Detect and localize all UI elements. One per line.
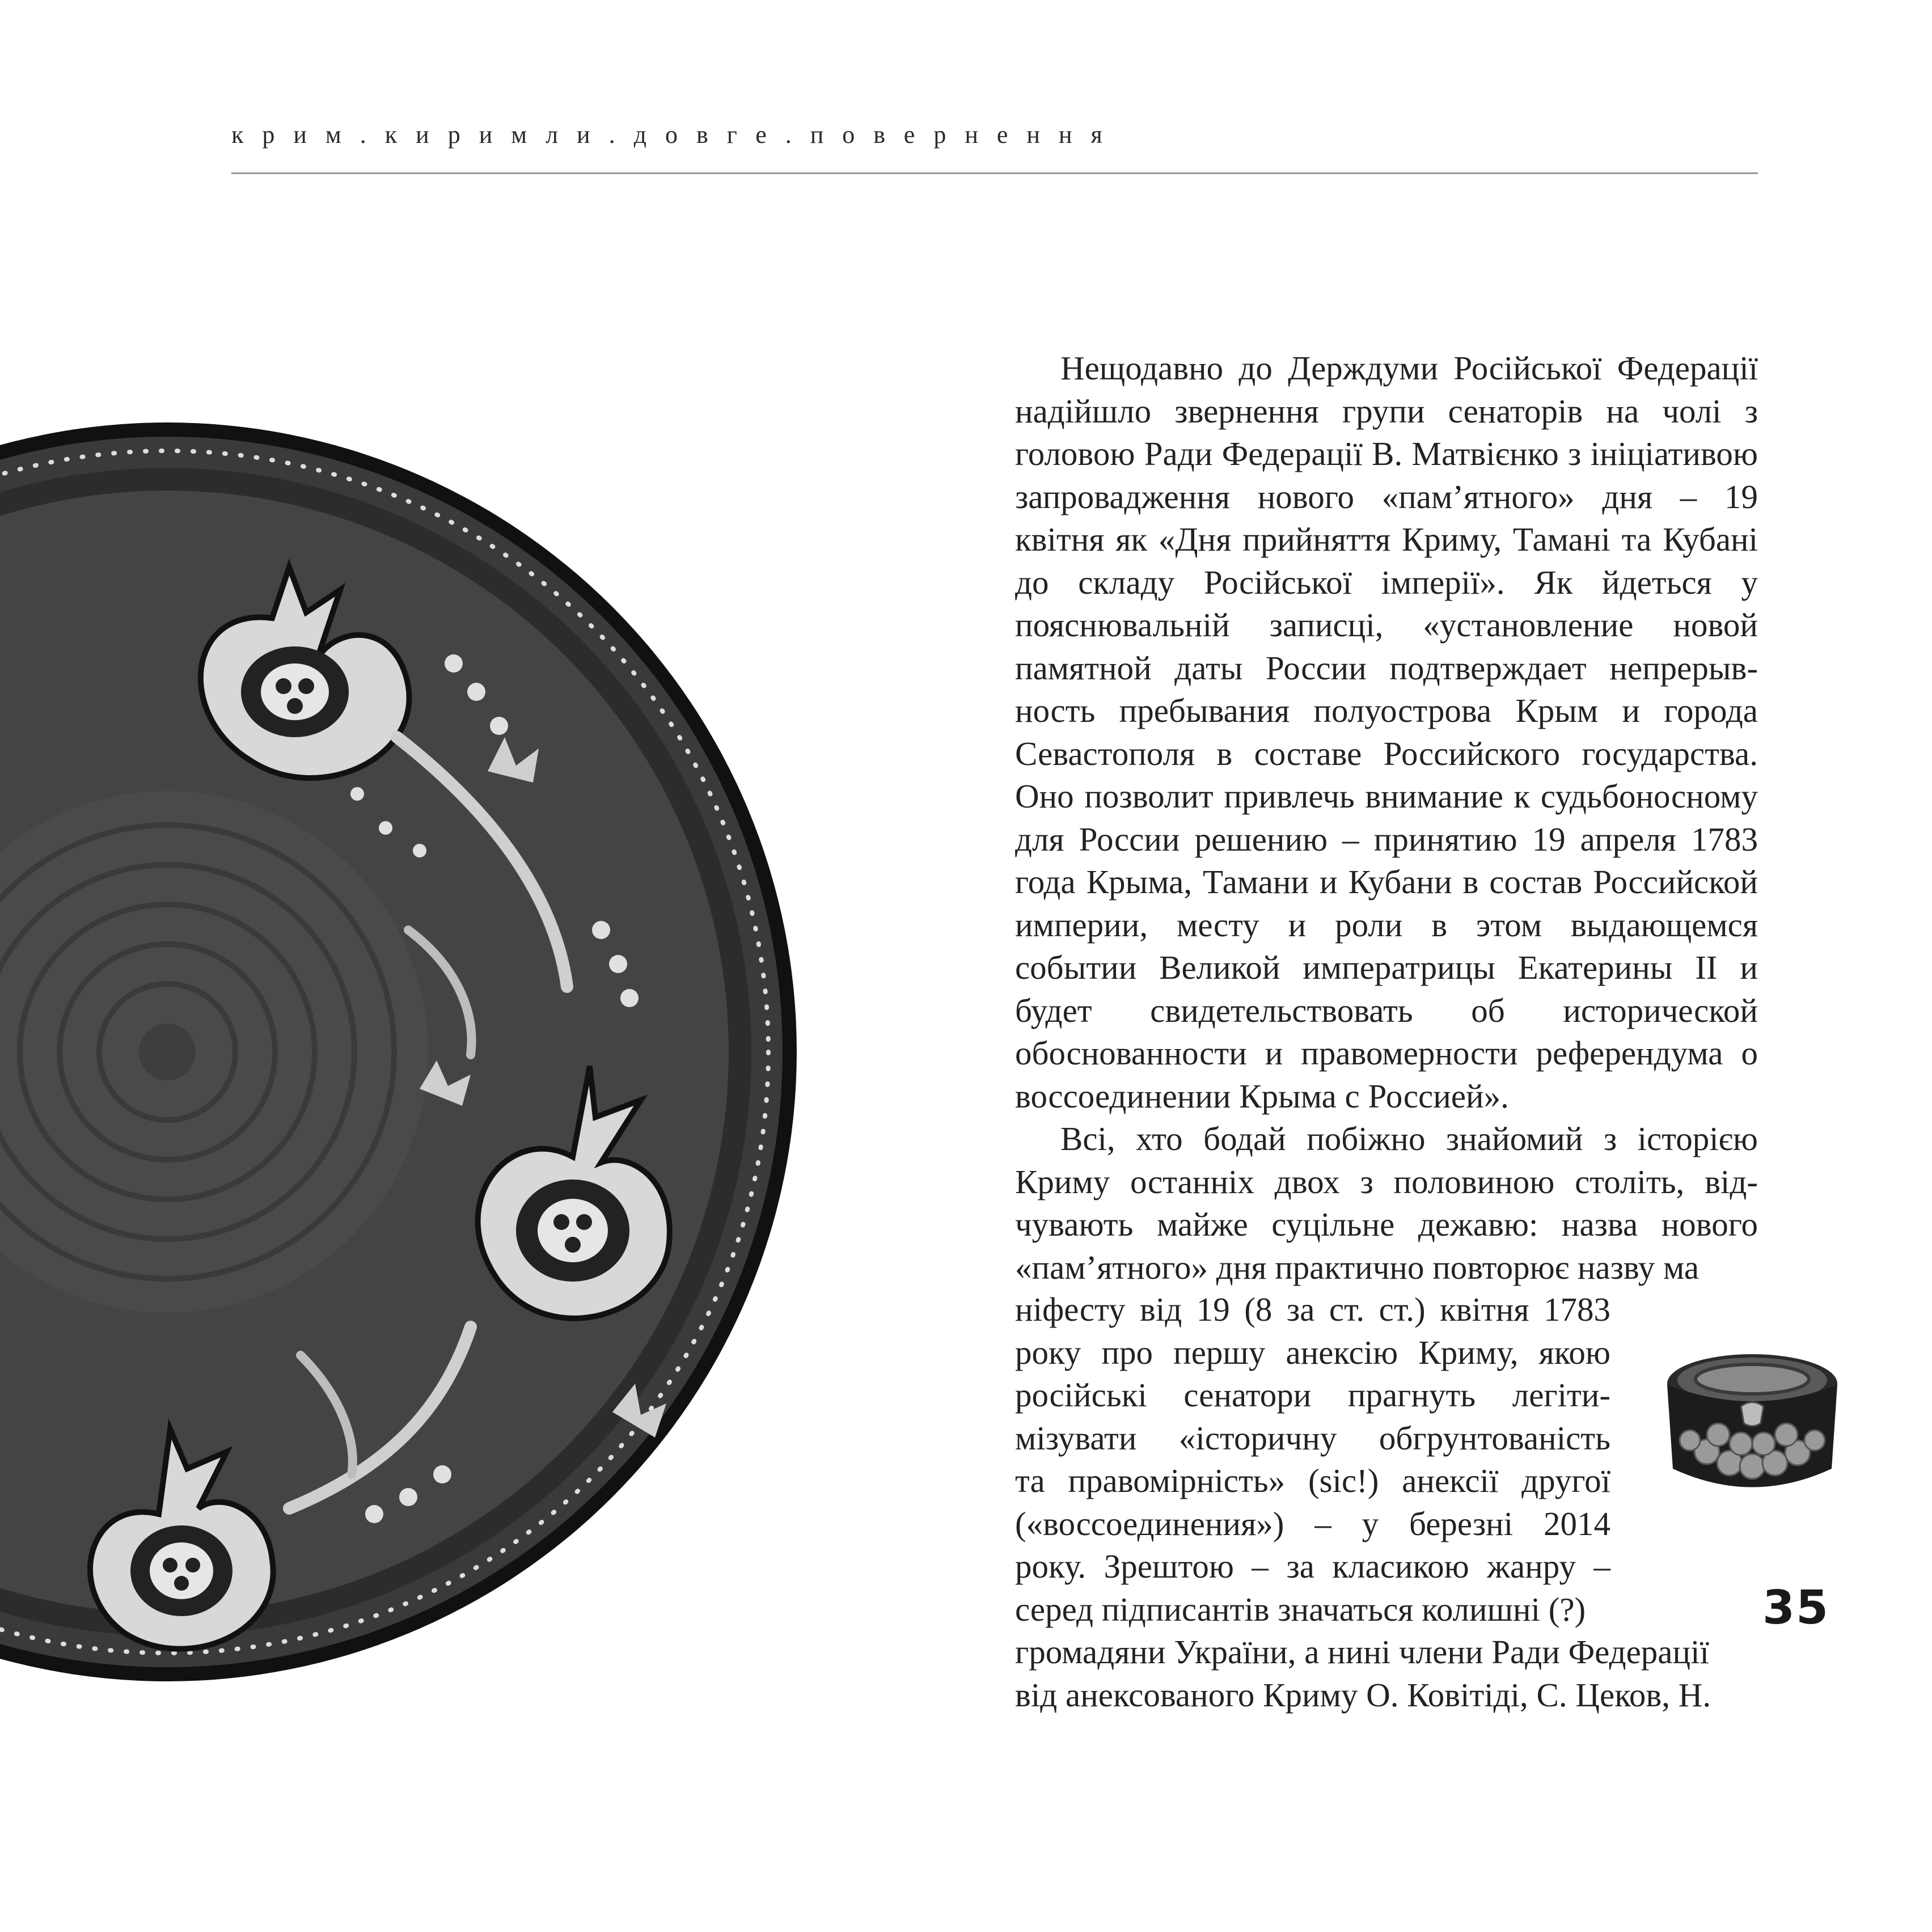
paragraph-1: Нещодавно до Держдуми Російської Федерації надійшло звернення групи сенаторів на чолі з головою Ради Федерації В. Матвієнко з ініціативою запровадження нового «пам’ятного» дня – 19 квітня як «Дня прийняття Криму, Тамані та Кубані до складу Російської імперії». Як йдеться у пояснювальній записці, «установление новой памятной даты России подтверждает непрерывность пребывания полуострова Крым и города Севастополя в составе Российского государства. Оно позволит привлечь внимание к судьбоносному для России решению – принятию 19 апреля 1783 года Крыма, Тамани и Кубани в состав Российской империи, месту и роли в этом выдающемся событии Великой императрицы Екатерины II и будет свидетельствовать об исторической обоснованности и правомерности референдума о воссоединении Крыма с Россией». — [1015, 349, 1758, 1115]
text-line: мізувати «історичну обгрунтованість — [1015, 1419, 1610, 1457]
coin-hat-image — [1656, 1344, 1849, 1508]
text-wrap-around-image — [1015, 1288, 1610, 1631]
text-line: серед підписантів значаться колишні (?) — [1015, 1590, 1586, 1628]
article-body — [1015, 347, 1758, 1289]
text-line: громадяни України, а нині члени Ради Федерації — [1015, 1633, 1709, 1671]
text-line: російські сенатори прагнуть легіти- — [1015, 1376, 1610, 1414]
text-line: та правомірність» (sic!) анексії другої — [1015, 1462, 1610, 1499]
paragraph-2: Всі, хто бодай побіжно знайомий з історією Криму останніх двох з половиною століть, відчувають майже суцільне дежавю: назва нового «пам’ятного» дня практично повторює назву ма — [1015, 1120, 1758, 1286]
wrapped-text-block — [1015, 1288, 1758, 1717]
running-header: крим.киримли.довге.повернення — [231, 121, 1121, 149]
text-line: року. Зрештою – за класикою жанру – — [1015, 1548, 1610, 1585]
text-line: («воссоединения») – у березні 2014 — [1015, 1504, 1610, 1542]
text-line: ніфесту від 19 (8 за ст. ст.) квітня 1783 — [1015, 1291, 1610, 1328]
text-line: від анексованого Криму О. Ковітіді, С. Цеков, Н. — [1015, 1676, 1711, 1714]
header-rule — [231, 172, 1758, 174]
ornamental-plate-image — [0, 420, 800, 1684]
page-number: 35 — [1762, 1581, 1830, 1635]
text-line: року про першу анексію Криму, якою — [1015, 1333, 1610, 1371]
